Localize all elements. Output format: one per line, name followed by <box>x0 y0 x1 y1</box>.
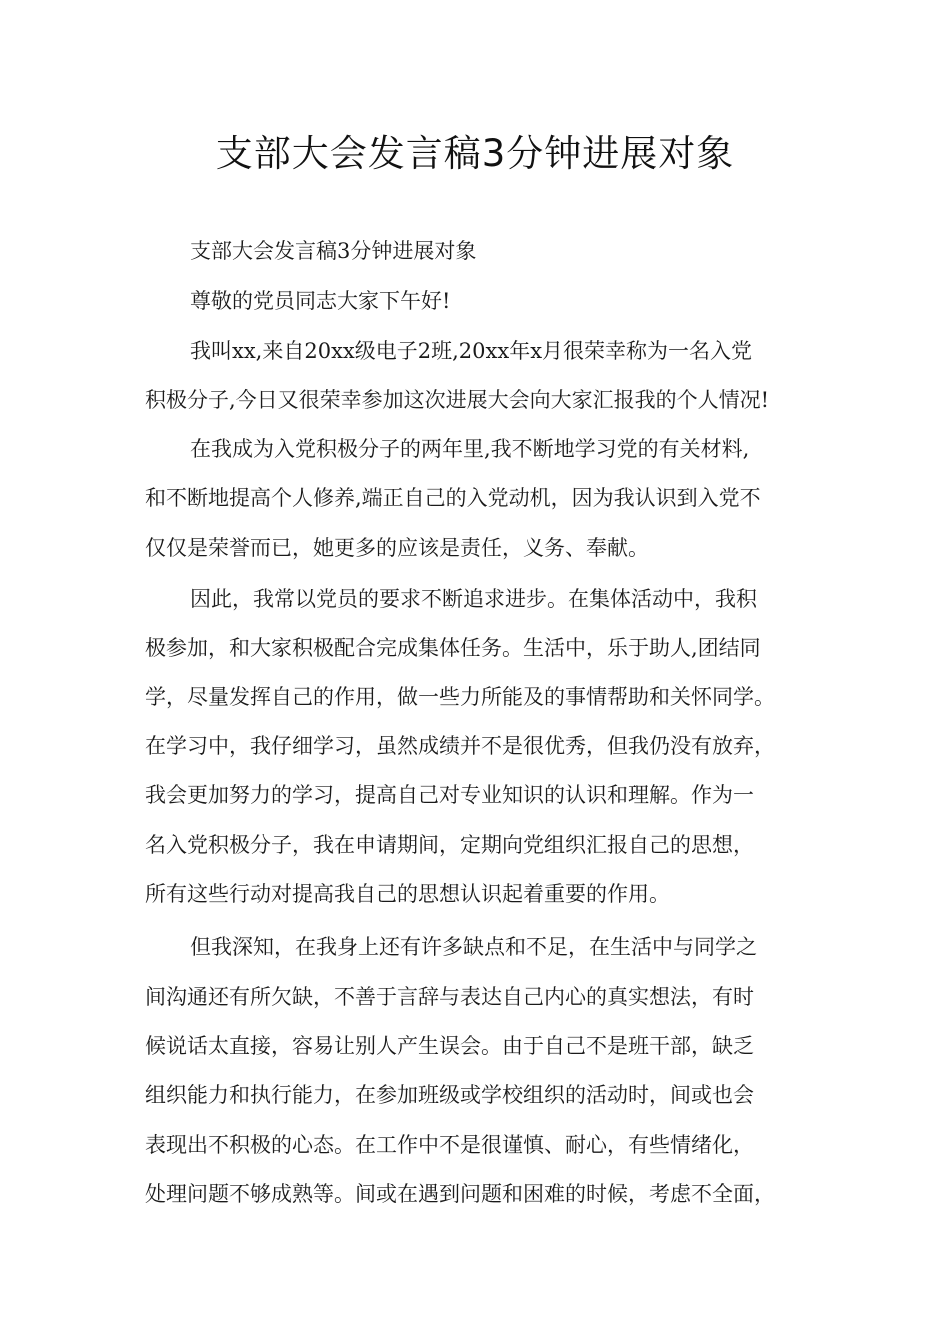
paragraph-line: 和不断地提高个人修养,端正自己的入党动机，因为我认识到入党不 <box>145 486 761 510</box>
paragraph-line: 在我成为入党积极分子的两年里,我不断地学习党的有关材料, <box>190 437 750 461</box>
paragraph-line: 我叫xx,来自20xx级电子2班,20xx年x月很荣幸称为一名入党 <box>190 339 753 363</box>
paragraph-line: 组织能力和执行能力，在参加班级或学校组织的活动时，间或也会 <box>145 1083 754 1107</box>
paragraph-line: 仅仅是荣誉而已，她更多的应该是责任，义务、奉献。 <box>145 536 649 560</box>
paragraph-line: 因此，我常以党员的要求不断追求进步。在集体活动中，我积 <box>190 587 757 611</box>
paragraph-line: 但我深知，在我身上还有许多缺点和不足，在生活中与同学之 <box>190 935 757 959</box>
paragraph-line: 尊敬的党员同志大家下午好! <box>190 289 451 313</box>
paragraph-line: 间沟通还有所欠缺，不善于言辞与表达自己内心的真实想法，有时 <box>145 985 754 1009</box>
paragraph-line: 我会更加努力的学习，提高自己对专业知识的认识和理解。作为一 <box>145 783 754 807</box>
paragraph-line: 支部大会发言稿3分钟进展对象 <box>190 239 477 263</box>
paragraph-line: 积极分子,今日又很荣幸参加这次进展大会向大家汇报我的个人情况! <box>145 388 770 412</box>
paragraph-line: 表现出不积极的心态。在工作中不是很谨慎、耐心，有些情绪化， <box>145 1133 754 1157</box>
paragraph-line: 学，尽量发挥自己的作用，做一些力所能及的事情帮助和关怀同学。 <box>145 685 775 709</box>
paragraph-line: 候说话太直接，容易让别人产生误会。由于自己不是班干部，缺乏 <box>145 1034 754 1058</box>
paragraph-line: 极参加，和大家积极配合完成集体任务。生活中，乐于助人,团结同 <box>145 636 761 660</box>
paragraph-line: 处理问题不够成熟等。间或在遇到问题和困难的时候，考虑不全面， <box>145 1182 775 1206</box>
paragraph-line: 所有这些行动对提高我自己的思想认识起着重要的作用。 <box>145 882 670 906</box>
paragraph-line: 名入党积极分子，我在申请期间，定期向党组织汇报自己的思想， <box>145 833 754 857</box>
paragraph-line: 在学习中，我仔细学习，虽然成绩并不是很优秀，但我仍没有放弃， <box>145 734 775 758</box>
document-title: 支部大会发言稿3分钟进展对象 <box>215 132 735 175</box>
